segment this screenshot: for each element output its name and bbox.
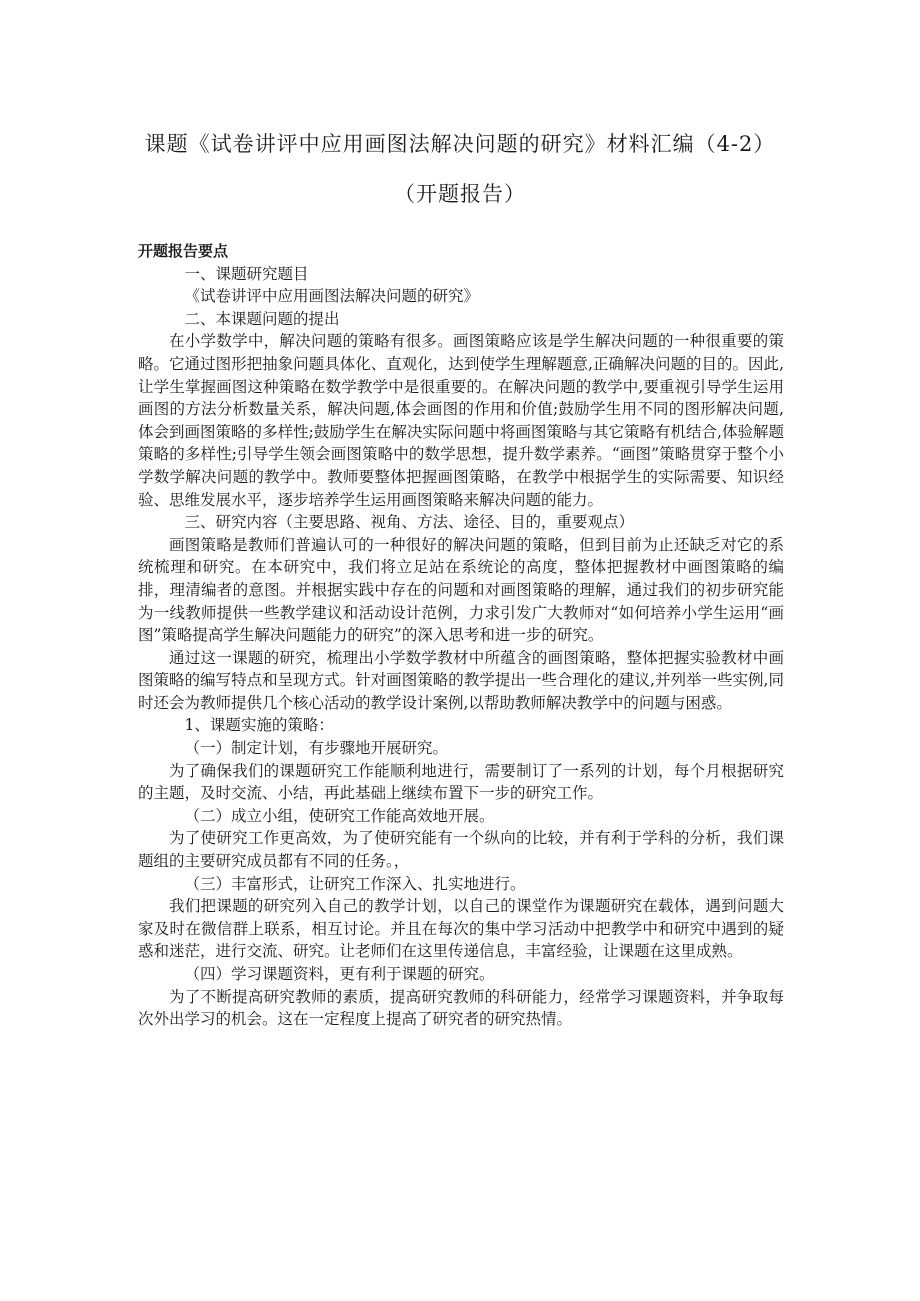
subsection-title: 1、课题实施的策略： xyxy=(184,716,334,735)
document-body xyxy=(138,240,784,1031)
strategy-item-2: （二）成立小组，使研究工作能高效地开展。 xyxy=(184,806,495,825)
section-title-1: 一、课题研究题目 xyxy=(184,264,309,283)
paragraph: 画图策略是教师们普遍认可的一种很好的解决问题的策略，但到目前为止还缺乏对它的系统梳理和研究。在本研究中，我们将立足站在系统论的高度，整体把握教材中画图策略的编排，理清编者的意图。并根据实践中存在的问题和对画图策略的理解，通过我们的初步研究能为一线教师提供一些教学建议和活动设计范例，力求引发广大教师对“如何培养小学生运用“画图”策略提高学生解决问题能力的研究”的深入思考和进一步的研究。 xyxy=(138,535,784,645)
document-title: 课题《试卷讲评中应用画图法解决问题的研究》材料汇编（4-2） xyxy=(144,132,776,156)
paragraph: 为了不断提高研究教师的素质，提高研究教师的科研能力，经常学习课题资料，并争取每次外出学习的机会。这在一定程度上提高了研究者的研究热情。 xyxy=(138,987,784,1029)
document-subtitle: （开题报告） xyxy=(394,182,526,206)
paragraph: 在小学数学中，解决问题的策略有很多。画图策略应该是学生解决问题的一种很重要的策略。它通过图形把抽象问题具体化、直观化，达到使学生理解题意,正确解决问题的目的。因此,让学生掌握画图这种策略在数学教学中是很重要的。在解决问题的教学中,要重视引导学生运用画图的方法分析数量关系，解决问题,体会画图的作用和价值;鼓励学生用不同的图形解决问题,体会到画图策略的多样性;鼓励学生在解决实际问题中将画图策略与其它策略有机结合,体验解题策略的多样性;引导学生领会画图策略中的数学思想，提升数学素养。“画图”策略贯穿于整个小学数学解决问题的教学中。教师要整体把握画图策略，在教学中根据学生的实际需要、知识经验、思维发展水平，逐步培养学生运用画图策略来解决问题的能力。 xyxy=(138,332,784,509)
section-title-2: 二、本课题问题的提出 xyxy=(184,309,340,328)
strategy-item-1: （一）制定计划，有步骤地开展研究。 xyxy=(184,739,449,758)
section-title-3: 三、研究内容（主要思路、视角、方法、途径、目的，重要观点） xyxy=(184,513,635,532)
paragraph: 通过这一课题的研究，梳理出小学数学教材中所蕴含的画图策略，整体把握实验教材中画图策略的编写特点和呈现方式。针对画图策略的教学提出一些合理化的建议,并列举一些实例,同时还会为教师提供几个核心活动的教学设计案例,以帮助教师解决教学中的问题与困惑。 xyxy=(138,648,784,712)
paragraph: 为了确保我们的课题研究工作能顺利地进行，需要制订了一系列的计划，每个月根据研究的主题，及时交流、小结，再此基础上继续布置下一步的研究工作。 xyxy=(138,761,784,803)
strategy-item-4: （四）学习课题资料，更有利于课题的研究。 xyxy=(184,965,495,983)
paragraph: 为了使研究工作更高效，为了使研究能有一个纵向的比较，并有利于学科的分析，我们课题组的主要研究成员都有不同的任务。， xyxy=(138,829,784,871)
strategy-item-3: （三）丰富形式，让研究工作深入、扎实地进行。 xyxy=(184,874,526,893)
research-topic: 《试卷讲评中应用画图法解决问题的研究》 xyxy=(184,287,480,306)
section-heading: 开题报告要点 xyxy=(138,242,229,260)
paragraph: 我们把课题的研究列入自己的教学计划，以自己的课堂作为课题研究在载体，遇到问题大家及时在微信群上联系，相互讨论。并且在每次的集中学习活动中把教学中和研究中遇到的疑惑和迷茫，进行交流、研究。让老师们在这里传递信息，丰富经验，让课题在这里成熟。 xyxy=(138,897,784,961)
